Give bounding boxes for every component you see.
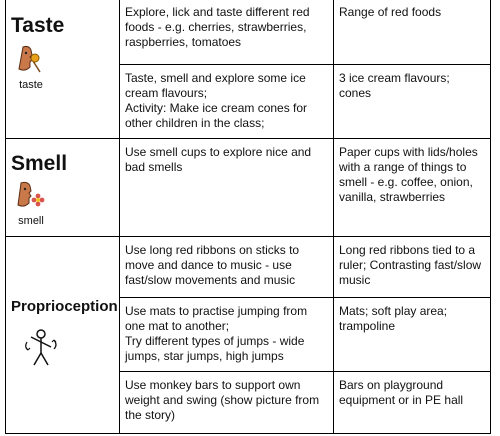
sense-cell-proprioception: [6, 237, 120, 434]
sensory-activities-table: [5, 0, 491, 434]
sense-name: Smell: [11, 152, 68, 175]
taste-face-lollipop-icon: [15, 45, 47, 75]
activity-line: Taste, smell and explore some ice cream flavours; Activity: Make ice cream cones for other children in the class;: [125, 71, 308, 130]
activity-cell: [120, 298, 334, 372]
sense-name: Taste: [11, 14, 65, 37]
sense-cell-smell: [6, 139, 120, 237]
sense-cell-taste: [6, 0, 120, 139]
activity-cell: [120, 65, 334, 139]
symbol-label: taste: [19, 79, 43, 91]
symbol-label: smell: [18, 215, 44, 227]
resources-cell: Bars on playground equipment or in PE hall: [334, 372, 491, 434]
smell-face-flower-icon: [15, 181, 47, 211]
smell-symbol: [11, 181, 51, 227]
resources-cell: Paper cups with lids/holes with a range of things to smell - e.g. coffee, onion, vanilla, strawberries: [334, 139, 491, 237]
sense-name: Proprioception: [11, 298, 118, 315]
proprioception-symbol: [21, 326, 61, 374]
activity-cell: Use smell cups to explore nice and bad smells: [120, 139, 334, 237]
taste-symbol: [11, 45, 51, 91]
table-row: [6, 0, 491, 65]
table-row: [6, 237, 491, 298]
resources-cell: Range of red foods: [334, 0, 491, 65]
activity-cell: Explore, lick and taste different red foods - e.g. cherries, strawberries, raspberries, tomatoes: [120, 0, 334, 65]
stick-figure-movement-icon: [21, 326, 61, 370]
resources-cell: Long red ribbons tied to a ruler; Contrasting fast/slow music: [334, 237, 491, 298]
table-row: [6, 139, 491, 237]
resources-cell: Mats; soft play area; trampoline: [334, 298, 491, 372]
activity-cell: Use long red ribbons on sticks to move and dance to music - use fast/slow movements and music: [120, 237, 334, 298]
resources-cell: 3 ice cream flavours; cones: [334, 65, 491, 139]
activity-line: Use mats to practise jumping from one mat to another; Try different types of jumps - wide jumps, star jumps, high jumps: [125, 304, 308, 363]
activity-cell: Use monkey bars to support own weight and swing (show picture from the story): [120, 372, 334, 434]
